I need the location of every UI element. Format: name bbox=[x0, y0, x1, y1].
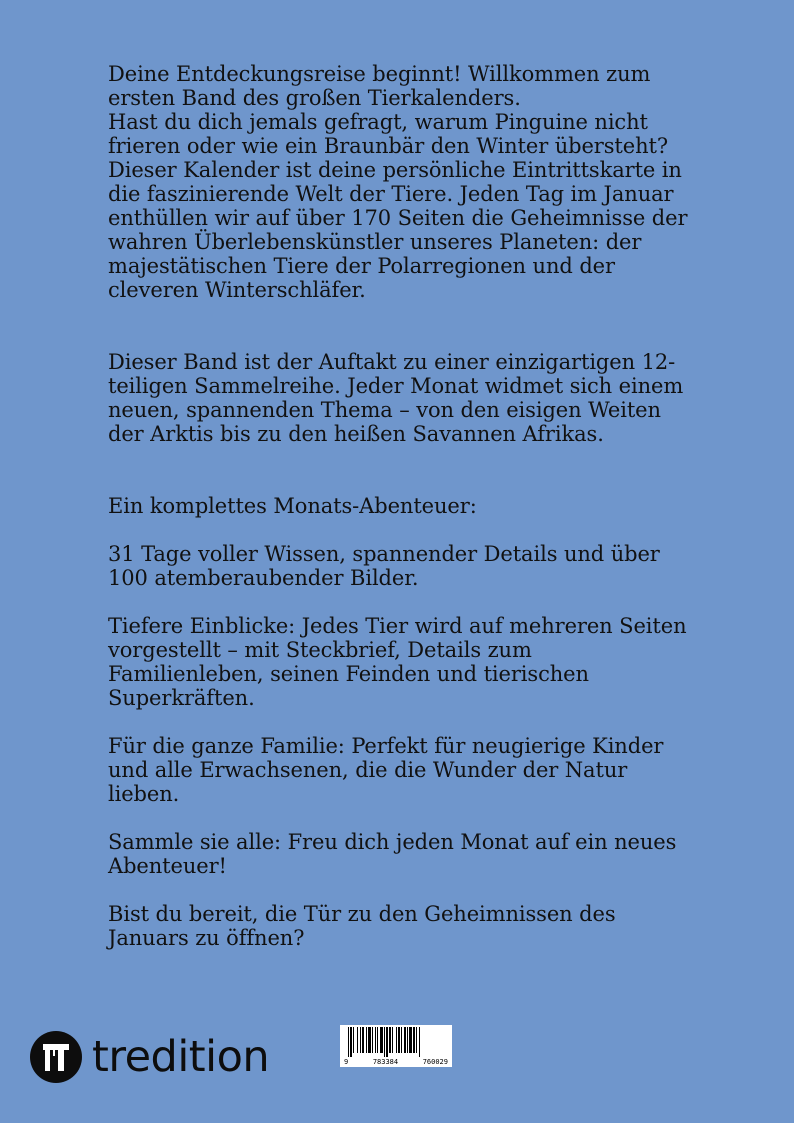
barcode-bar bbox=[407, 1027, 408, 1053]
barcode-bar bbox=[416, 1027, 417, 1053]
barcode-bar bbox=[366, 1027, 367, 1053]
isbn-barcode bbox=[340, 1025, 452, 1067]
barcode-bar bbox=[372, 1027, 373, 1053]
barcode-bars bbox=[344, 1027, 448, 1057]
barcode-bar bbox=[398, 1027, 400, 1053]
barcode-bar bbox=[348, 1027, 349, 1057]
barcode-first-digit: 9 bbox=[344, 1058, 349, 1066]
barcode-bar bbox=[377, 1027, 378, 1053]
barcode-bar bbox=[389, 1027, 391, 1053]
feature-insights: Tiefere Einblicke: Jedes Tier wird auf mehreren Seiten vorgestellt – mit Steckbrief, Details zum Familienleben, seinen Feinden und tierischen Superkräften. bbox=[108, 614, 687, 710]
series-paragraph: Dieser Band ist der Auftakt zu einer einzigartigen 12- teiligen Sammelreihe. Jeder Monat widmet sich einem neuen, spannenden Thema – von den eisigen Weiten der Arktis bis zu den heißen Savannen Afrikas. bbox=[108, 350, 684, 446]
barcode-group-left: 783384 bbox=[372, 1058, 399, 1066]
tredition-t-icon bbox=[30, 1031, 82, 1083]
feature-family: Für die ganze Familie: Perfekt für neugierige Kinder und alle Erwachsenen, die die Wunder der Natur lieben. bbox=[108, 734, 664, 806]
barcode-bar bbox=[384, 1027, 385, 1057]
barcode-bar bbox=[386, 1027, 388, 1057]
publisher-name: tredition bbox=[92, 1032, 270, 1082]
barcode-bar bbox=[353, 1027, 354, 1053]
barcode-bar bbox=[375, 1027, 376, 1053]
publisher-logo bbox=[30, 1028, 269, 1086]
barcode-bar bbox=[404, 1027, 406, 1053]
barcode-bar bbox=[380, 1027, 383, 1053]
barcode-bar bbox=[357, 1027, 358, 1053]
barcode-digits bbox=[340, 1058, 452, 1066]
barcode-bar bbox=[401, 1027, 402, 1053]
barcode-bar bbox=[362, 1027, 364, 1053]
barcode-bar bbox=[413, 1027, 415, 1053]
barcode-bar bbox=[396, 1027, 397, 1053]
barcode-group-right: 760029 bbox=[422, 1058, 448, 1066]
closing-question: Bist du bereit, die Tür zu den Geheimnissen des Januars zu öffnen? bbox=[108, 902, 616, 950]
barcode-bar bbox=[360, 1027, 361, 1053]
back-cover-blurb bbox=[108, 62, 708, 950]
feature-collect: Sammle sie alle: Freu dich jeden Monat auf ein neues Abenteuer! bbox=[108, 830, 677, 878]
barcode-bar bbox=[419, 1027, 420, 1057]
barcode-bar bbox=[392, 1027, 393, 1053]
barcode-bar bbox=[409, 1027, 412, 1053]
barcode-bar bbox=[368, 1027, 371, 1053]
intro-paragraph: Deine Entdeckungsreise beginnt! Willkommen zum ersten Band des großen Tierkalenders. Hast du dich jemals gefragt, warum Pinguine nicht frieren oder wie ein Braunbär den Winter übersteht? Dieser Kalender ist deine persönliche Eintrittskarte in die faszinierende Welt der Tiere. Jeden Tag im Januar enthüllen wir auf über 170 Seiten die Geheimnisse der wahren Überlebenskünstler unseres Planeten: der majestätischen Tiere der Polarregionen und der cleveren Winterschläfer. bbox=[108, 62, 688, 302]
features-heading: Ein komplettes Monats-Abenteuer: bbox=[108, 494, 477, 518]
feature-days: 31 Tage voller Wissen, spannender Details und über 100 atemberaubender Bilder. bbox=[108, 542, 660, 590]
barcode-bar bbox=[350, 1027, 352, 1057]
